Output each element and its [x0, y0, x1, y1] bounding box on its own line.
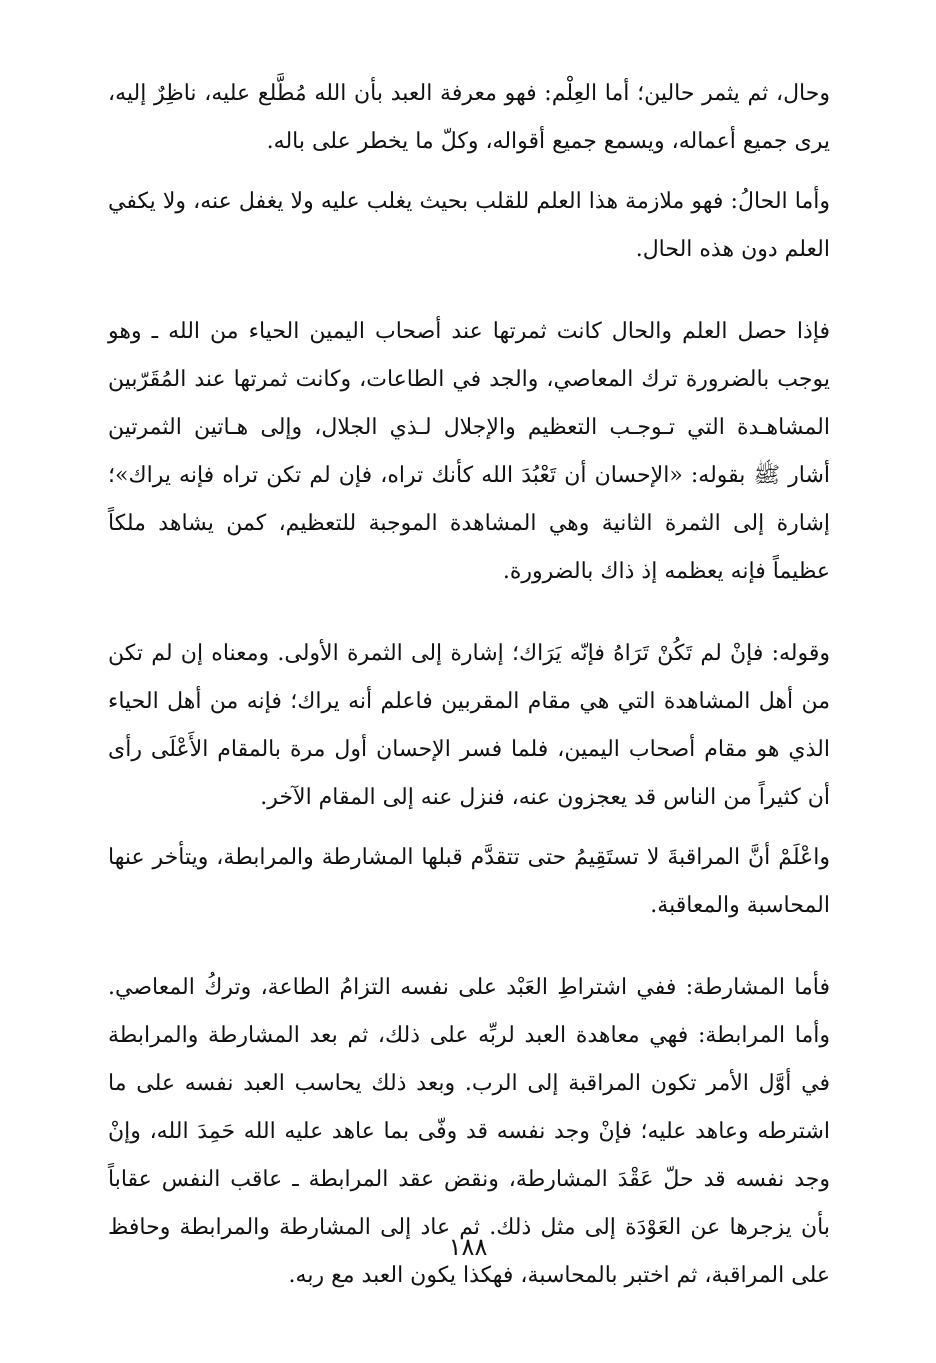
paragraph-4: وقوله: فإنْ لم تَكُنْ تَرَاهُ فإنّه يَرَاك؛ إشارة إلى الثمرة الأولى. ومعناه إن لم تكن من أهل المشاهدة التي هي مقام المقربين فاعلم أنه يراك؛ فإنه من أهل الحياء الذي هو مقام أصحاب اليمين، فلما فسر الإحسان أول مرة بالمقام الأَعْلَى رأى أن كثيراً من الناس قد يعجزون عنه، فنزل عنه إلى المقام الآخر.	[108, 641, 830, 810]
paragraph-2: وأما الحالُ: فهو ملازمة هذا العلم للقلب بحيث يغلب عليه ولا يغفل عنه، ولا يكفي العلم دون هذه الحال.	[108, 189, 830, 262]
paragraph-5: واعْلَمْ أنَّ المراقبةَ لا تستَقِيمُ حتى تتقدَّم قبلها المشارطة والمرابطة، ويتأخر عنها المحاسبة والمعاقبة.	[108, 845, 830, 918]
paragraph-1: وحال، ثم يثمر حالين؛ أما العِلْم: فهو معرفة العبد بأن الله مُطَّلع عليه، ناظِرٌ إليه، يرى جميع أعماله، ويسمع جميع أقواله، وكلّ ما يخطر على باله.	[108, 81, 830, 154]
page-body	[108, 70, 830, 1300]
paragraph-3: فإذا حصل العلم والحال كانت ثمرتها عند أصحاب اليمين الحياء من الله ـ وهو يوجب بالضرورة ترك المعاصي، والجد في الطاعات، وكانت ثمرتها عند المُقَرّبين المشاهـدة التي تـوجـب التعظيم والإجلال لـذي الجلال، وإلى هـاتين الثمرتين أشار ﷺ بقوله: «الإحسان أن تَعْبُدَ الله كأنك تراه، فإن لم تكن تراه فإنه يراك»؛ إشارة إلى الثمرة الثانية وهي المشاهدة الموجبة للتعظيم، كمن يشاهد ملكاً عظيماً فإنه يعظمه إذ ذاك بالضرورة.	[108, 319, 831, 584]
page-number: ١٨٨	[448, 1233, 488, 1261]
paragraph-6: فأما المشارطة: ففي اشتراطِ العَبْد على نفسه التزامُ الطاعة، وتركُ المعاصي. وأما المرابطة: فهي معاهدة العبد لربِّه على ذلك، ثم بعد المشارطة والمرابطة في أوَّل الأمر تكون المراقبة إلى الرب. وبعد ذلك يحاسب العبد نفسه على ما اشترطه وعاهد عليه؛ فإنْ وجد نفسه قد وفّى بما عاهد عليه الله حَمِدَ الله، وإنْ وجد نفسه قد حلّ عَقْدَ المشارطة، ونقض عقد المرابطة ـ عاقب النفس عقاباً بأن يزجرها عن العَوْدَة إلى مثل ذلك. ثم عاد إلى المشارطة والمرابطة وحافظ على المراقبة، ثم اختبر بالمحاسبة، فهكذا يكون العبد مع ربه.	[108, 975, 830, 1288]
